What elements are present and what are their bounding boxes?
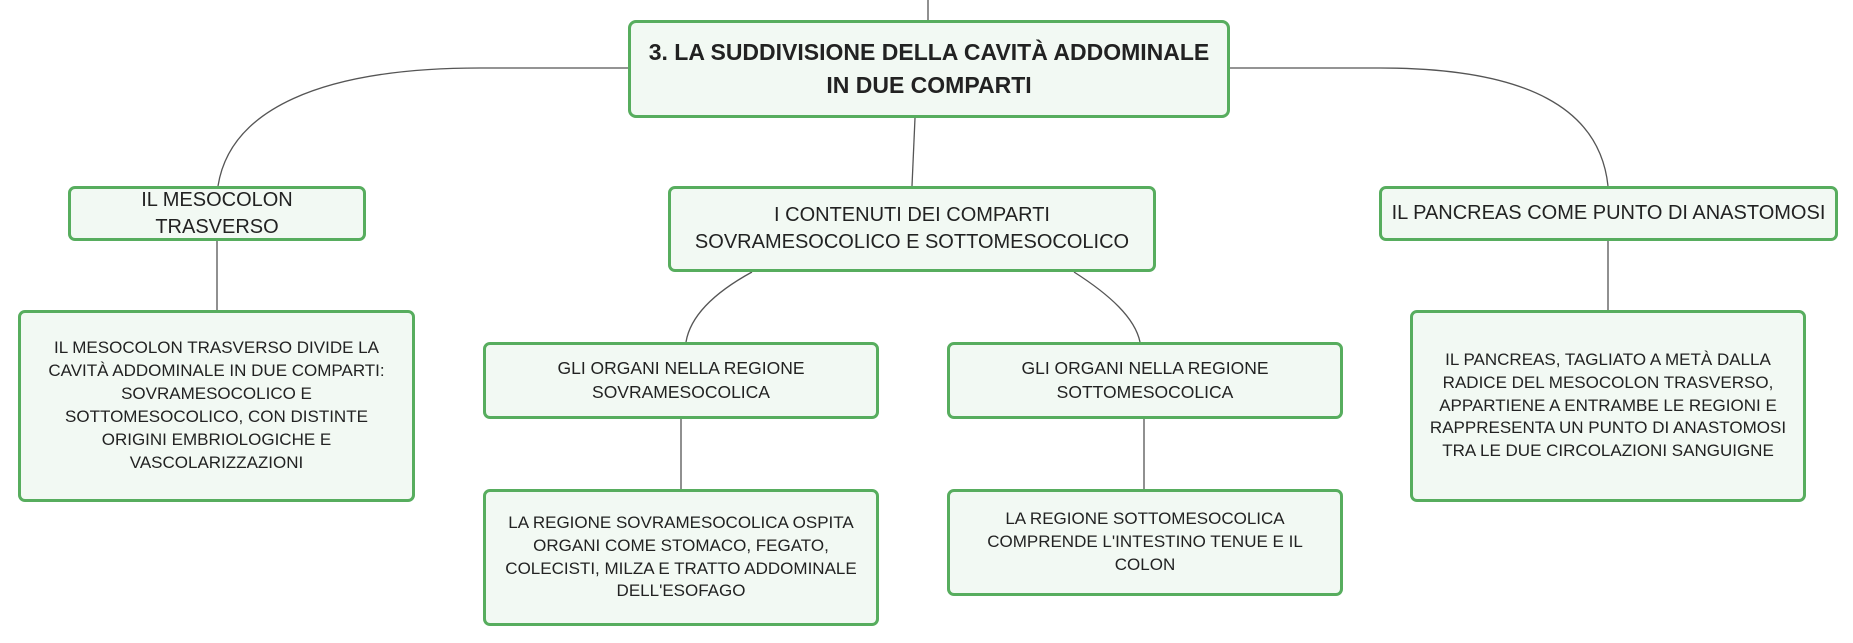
- connector-center-sub-left: [686, 272, 752, 342]
- connector-root-left: [218, 68, 628, 186]
- connector-root-right: [1230, 68, 1608, 186]
- detail-sottomesocolica-text: LA REGIONE SOTTOMESOCOLICA COMPRENDE L'INTESTINO TENUE E IL COLON: [987, 509, 1303, 574]
- connector-root-center: [912, 118, 915, 186]
- detail-mesocolon-text: IL MESOCOLON TRASVERSO DIVIDE LA CAVITÀ ADDOMINALE IN DUE COMPARTI: SOVRAMESOCOLICO E SOTTOMESOCOLICO, CON DISTINTE ORIGINI EMBRIOLOGICHE E VASCOLARIZZAZIONI: [48, 338, 385, 472]
- connector-center-sub-right: [1074, 272, 1140, 342]
- detail-sovramesocolica[interactable]: [483, 489, 879, 626]
- branch-mesocolon-label: IL MESOCOLON TRASVERSO: [141, 188, 293, 238]
- sub-sottomesocolica[interactable]: [947, 342, 1343, 419]
- branch-mesocolon[interactable]: [68, 186, 366, 241]
- branch-contenuti[interactable]: [668, 186, 1156, 272]
- branch-pancreas-label: IL PANCREAS COME PUNTO DI ANASTOMOSI: [1391, 202, 1826, 224]
- detail-pancreas[interactable]: [1410, 310, 1806, 502]
- sub-sottomesocolica-label: GLI ORGANI NELLA REGIONE SOTTOMESOCOLICA: [1021, 357, 1269, 402]
- detail-sovramesocolica-text: LA REGIONE SOVRAMESOCOLICA OSPITA ORGANI COME STOMACO, FEGATO, COLECISTI, MILZA E TRATTO ADDOMINALE DELL'ESOFAGO: [505, 512, 857, 601]
- sub-sovramesocolica-label: GLI ORGANI NELLA REGIONE SOVRAMESOCOLICA: [557, 357, 805, 402]
- root-topic[interactable]: [628, 20, 1230, 118]
- branch-contenuti-label: I CONTENUTI DEI COMPARTI SOVRAMESOCOLICO E SOTTOMESOCOLICO: [694, 204, 1130, 253]
- detail-mesocolon[interactable]: [18, 310, 415, 502]
- detail-pancreas-text: IL PANCREAS, TAGLIATO A METÀ DALLA RADICE DEL MESOCOLON TRASVERSO, APPARTIENE A ENTRAMBE LE REGIONI E RAPPRESENTA UN PUNTO DI ANASTOMOSI TRA LE DUE CIRCOLAZIONI SANGUIGNE: [1429, 349, 1787, 461]
- sub-sovramesocolica[interactable]: [483, 342, 879, 419]
- branch-pancreas[interactable]: [1379, 186, 1838, 241]
- root-topic-label: 3. LA SUDDIVISIONE DELLA CAVITÀ ADDOMINALE IN DUE COMPARTI: [648, 38, 1210, 98]
- detail-sottomesocolica[interactable]: [947, 489, 1343, 596]
